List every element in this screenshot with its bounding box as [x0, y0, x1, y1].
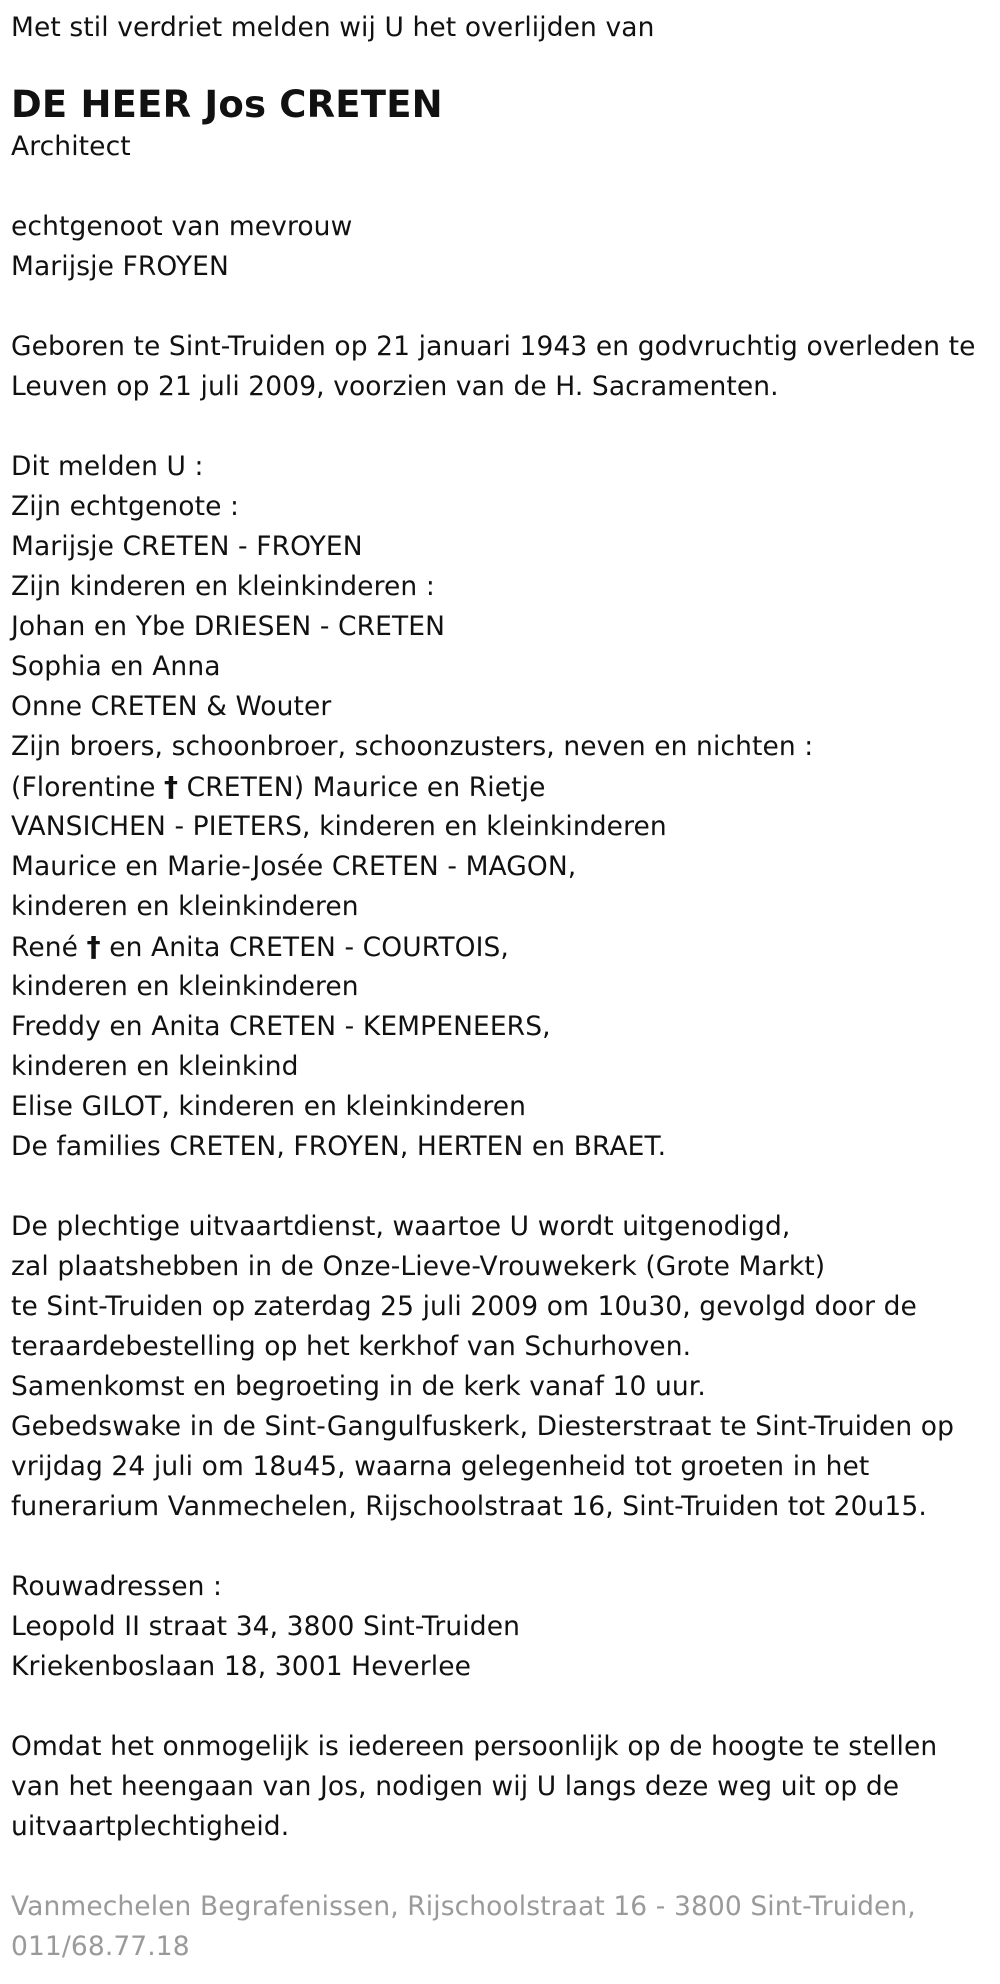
spouse-name: Marijsje FROYEN: [11, 251, 229, 282]
address-line: Leopold II straat 34, 3800 Sint-Truiden: [11, 1611, 520, 1642]
siblings-label: Zijn broers, schoonbroer, schoonzusters, neven en nichten :: [11, 731, 814, 762]
birth-death-line: Leuven op 21 juli 2009, voorzien van de H. Sacramenten.: [11, 371, 779, 402]
spacer: [11, 167, 991, 207]
ceremony-line: teraardebestelling op het kerkhof van Schurhoven.: [11, 1331, 692, 1362]
child-line: Onne CRETEN & Wouter: [11, 691, 332, 722]
ceremony-line: zal plaatshebben in de Onze-Lieve-Vrouwekerk (Grote Markt): [11, 1251, 826, 1282]
child-line: Sophia en Anna: [11, 651, 221, 682]
spacer: [11, 1847, 991, 1887]
closing-line: uitvaartplechtigheid.: [11, 1811, 290, 1842]
spouse-full-name: Marijsje CRETEN - FROYEN: [11, 531, 363, 562]
spacer: [11, 1527, 991, 1567]
sibling-text: en Anita CRETEN - COURTOIS,: [100, 932, 509, 963]
sibling-text: René: [11, 932, 87, 963]
closing-line: Omdat het onmogelijk is iedereen persoonlijk op de hoogte te stellen: [11, 1731, 938, 1762]
sibling-line: Maurice en Marie-Josée CRETEN - MAGON,: [11, 851, 577, 882]
sibling-line: kinderen en kleinkind: [11, 1051, 299, 1082]
addresses-label: Rouwadressen :: [11, 1571, 223, 1602]
ceremony-line: Gebedswake in de Sint-Gangulfuskerk, Diesterstraat te Sint-Truiden op: [11, 1411, 955, 1442]
cross-icon: †: [164, 770, 179, 803]
obituary-content: [11, 8, 991, 1967]
sibling-line: VANSICHEN - PIETERS, kinderen en kleinkinderen: [11, 811, 667, 842]
funeral-home-phone: 011/68.77.18: [11, 1931, 190, 1962]
sibling-line: Elise GILOT, kinderen en kleinkinderen: [11, 1091, 527, 1122]
spouse-intro: echtgenoot van mevrouw: [11, 211, 353, 242]
ceremony-line: vrijdag 24 juli om 18u45, waarna gelegenheid tot groeten in het: [11, 1451, 870, 1482]
ceremony-line: De plechtige uitvaartdienst, waartoe U wordt uitgenodigd,: [11, 1211, 791, 1242]
sibling-text: CRETEN) Maurice en Rietje: [178, 772, 546, 803]
birth-death-line: Geboren te Sint-Truiden op 21 januari 1943 en godvruchtig overleden te: [11, 331, 976, 362]
ceremony-line: Samenkomst en begroeting in de kerk vanaf 10 uur.: [11, 1371, 706, 1402]
spouse-label: Zijn echtgenote :: [11, 491, 240, 522]
spacer: [11, 1687, 991, 1727]
child-line: Johan en Ybe DRIESEN - CRETEN: [11, 611, 446, 642]
sibling-line: Freddy en Anita CRETEN - KEMPENEERS,: [11, 1011, 551, 1042]
closing-line: van het heengaan van Jos, nodigen wij U langs deze weg uit op de: [11, 1771, 900, 1802]
deceased-name: DE HEER Jos CRETEN: [11, 83, 443, 126]
spacer: [11, 287, 991, 327]
sibling-line: [11, 767, 991, 807]
ceremony-line: te Sint-Truiden op zaterdag 25 juli 2009 om 10u30, gevolgd door de: [11, 1291, 917, 1322]
address-line: Kriekenboslaan 18, 3001 Heverlee: [11, 1651, 472, 1682]
sibling-line: kinderen en kleinkinderen: [11, 971, 359, 1002]
sibling-line: kinderen en kleinkinderen: [11, 891, 359, 922]
cross-icon: †: [86, 930, 101, 963]
sibling-text: (Florentine: [11, 772, 165, 803]
intro-text: Met stil verdriet melden wij U het overlijden van: [11, 12, 655, 43]
spacer: [11, 1167, 991, 1207]
children-label: Zijn kinderen en kleinkinderen :: [11, 571, 435, 602]
ceremony-line: funerarium Vanmechelen, Rijschoolstraat 16, Sint-Truiden tot 20u15.: [11, 1491, 927, 1522]
deceased-block: [11, 48, 991, 167]
deceased-profession: Architect: [11, 131, 131, 162]
spacer: [11, 407, 991, 447]
families-line: De families CRETEN, FROYEN, HERTEN en BRAET.: [11, 1131, 667, 1162]
funeral-home-footer: Vanmechelen Begrafenissen, Rijschoolstraat 16 - 3800 Sint-Truiden,: [11, 1891, 916, 1922]
announced-by-label: Dit melden U :: [11, 451, 204, 482]
sibling-line: [11, 927, 991, 967]
